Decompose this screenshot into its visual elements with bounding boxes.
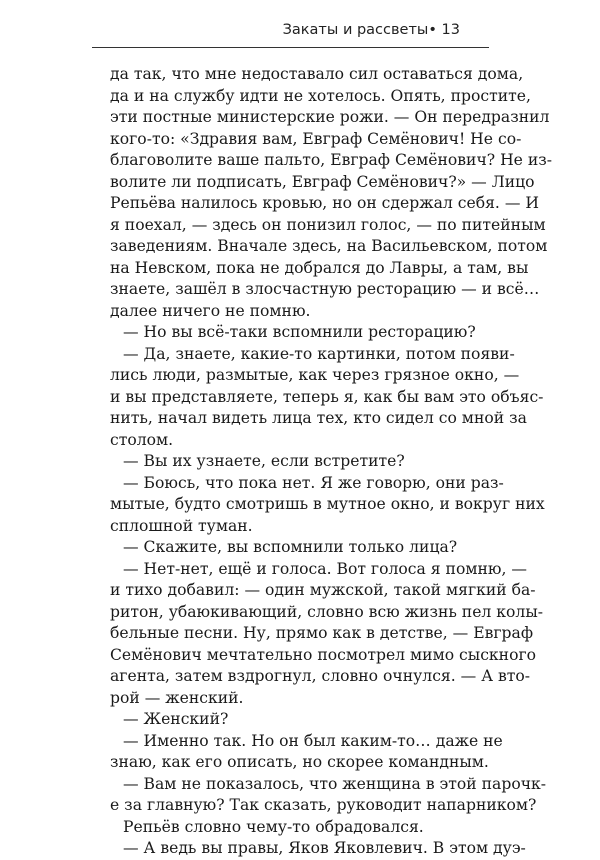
text-line: — Но вы всё-таки вспомнили ресторацию? [123, 323, 476, 341]
text-line: волите ли подписать, Евграф Семёнович?» — Лицо [110, 172, 535, 191]
body-text [110, 64, 553, 860]
text-line: бельные песни. Ну, прямо как в детстве, — Евграф [110, 624, 534, 642]
running-head [92, 22, 460, 38]
text-line: — А ведь вы правы, Яков Яковлевич. В этом дуэ- [123, 839, 526, 857]
text-line: — Нет-нет, ещё и голоса. Вот голоса я помню, — [123, 559, 527, 578]
text-line: — Именно так. Но он был каким-то… даже не [123, 731, 503, 750]
text-line: знаете, зашёл в злосчастную ресторацию — и всё… [110, 280, 540, 298]
text-line: — Боюсь, что пока нет. Я же говорю, они раз- [123, 473, 504, 492]
text-line: столом. [110, 430, 174, 449]
text-line: да и на службу идти не хотелось. Опять, простите, [110, 86, 531, 105]
text-line: Семёнович мечтательно посмотрел мимо сыскного [110, 645, 537, 664]
text-line: нить, начал видеть лица тех, кто сидел со мной за [110, 409, 527, 427]
text-line: — Да, знаете, какие-то картинки, потом появи- [123, 344, 515, 363]
text-line: Репьёв словно чему-то обрадовался. [123, 817, 424, 836]
text-line: благоволите ваше пальто, Евграф Семёнович? Не из- [110, 151, 553, 169]
text-line: рой — женский. [110, 688, 244, 707]
header-rule [92, 47, 489, 48]
text-line: знаю, как его описать, но скорее командным. [110, 753, 489, 771]
text-line: — Женский? [123, 710, 229, 728]
text-line: мытые, будто смотришь в мутное окно, и вокруг них [110, 495, 545, 513]
running-head-bullet: • [428, 22, 437, 38]
text-line: на Невском, пока не добрался до Лавры, а там, вы [110, 258, 529, 277]
text-line: агента, затем вздрогнул, словно очнулся. — А вто- [110, 667, 531, 685]
text-line: Репьёва налилось кровью, но он сдержал себя. — И [110, 194, 539, 212]
text-line: далее ничего не помню. [110, 301, 311, 320]
text-line: е за главную? Так сказать, руководит напарником? [110, 796, 537, 814]
text-line: ритон, убаюкивающий, словно всю жизнь пел колы- [110, 602, 544, 621]
text-line: да так, что мне недоставало сил оставаться дома, [110, 65, 524, 83]
page-number: 13 [441, 22, 460, 38]
text-line: сплошной туман. [110, 516, 253, 535]
text-line: кого-то: «Здравия вам, Евграф Семёнович! Не со- [110, 129, 522, 148]
running-head-title: Закаты и рассветы [282, 22, 429, 38]
text-line: эти постные министерские рожи. — Он передразнил [110, 108, 550, 126]
text-line: — Скажите, вы вспомнили только лица? [123, 538, 458, 556]
text-line: и тихо добавил: — один мужской, такой мягкий ба- [110, 581, 536, 599]
text-line: лись люди, размытые, как через грязное окно, — [110, 366, 520, 384]
text-line: я поехал, — здесь он понизил голос, — по питейным [110, 215, 546, 234]
text-line: — Вы их узнаете, если встретите? [123, 452, 405, 470]
text-line: и вы представляете, теперь я, как бы вам это объяс- [110, 387, 544, 406]
text-line: — Вам не показалось, что женщина в этой парочк- [123, 774, 547, 793]
text-line: заведениям. Вначале здесь, на Васильевском, потом [110, 237, 548, 255]
